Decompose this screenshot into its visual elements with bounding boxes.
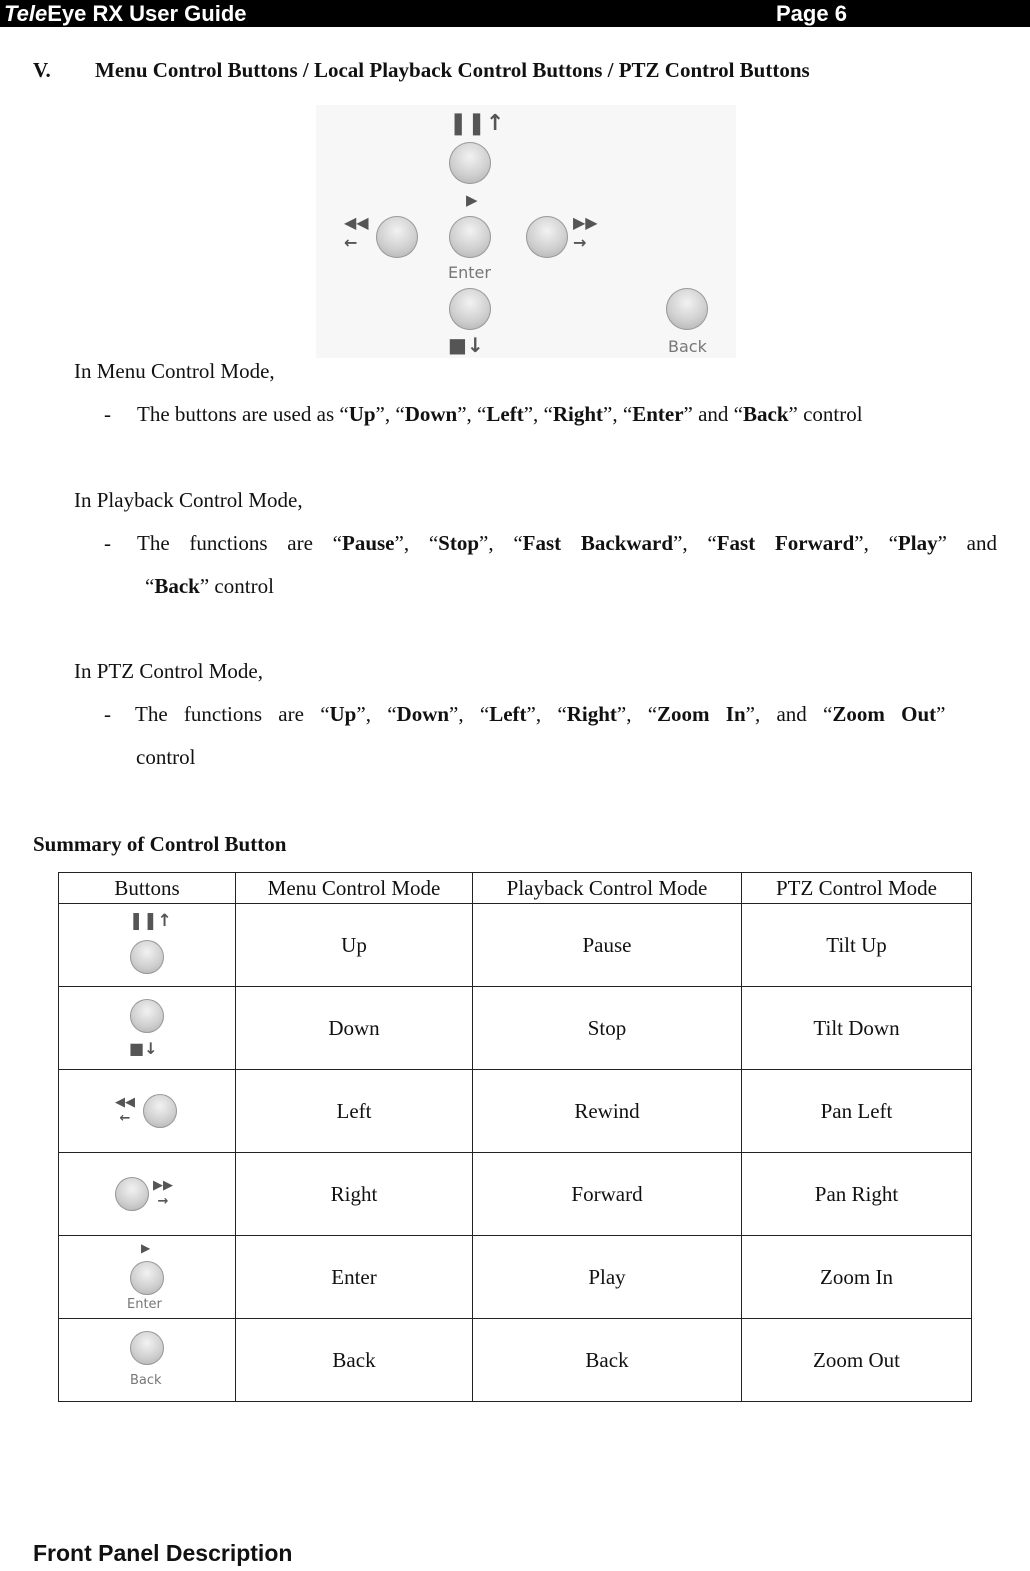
header-ptz: PTZ Control Mode [742, 873, 972, 904]
round-button-icon [115, 1177, 149, 1211]
down-icon-cell [59, 987, 236, 1070]
header-buttons: Buttons [59, 873, 236, 904]
back-label: Back [668, 337, 707, 356]
playback-mode-text-line2: “Back” control [145, 574, 274, 598]
ptz-cell: Tilt Up [742, 904, 972, 987]
stop-down-icon: ■↓ [448, 333, 484, 357]
table-row [59, 1236, 972, 1319]
pause-up-icon: ❚❚↑ [449, 111, 505, 136]
ptz-mode-text-line2: control [136, 745, 196, 769]
table-row [59, 987, 972, 1070]
enter-icon-label: Enter [127, 1297, 162, 1312]
round-button-icon [130, 940, 164, 974]
menu-mode-intro: In Menu Control Mode, [74, 359, 275, 383]
menu-cell: Enter [236, 1236, 473, 1319]
control-buttons-diagram [316, 105, 736, 358]
right-icon-cell [59, 1153, 236, 1236]
menu-mode-text: The buttons are used as “Up”, “Down”, “Left”, “Right”, “Enter” and “Back” control [137, 402, 863, 426]
playback-mode-intro: In Playback Control Mode, [74, 488, 303, 512]
pause-up-button-icon [127, 911, 172, 978]
section-heading [33, 58, 810, 83]
pause-up-glyph: ❚❚↑ [129, 911, 172, 931]
round-button-icon [130, 1261, 164, 1295]
brand-italic: Tele [4, 1, 48, 26]
rewind-left-button-icon [115, 1091, 179, 1131]
playback-mode-text-line1: The functions are “Pause”, “Stop”, “Fast Backward”, “Fast Forward”, “Play” and [137, 531, 997, 555]
header-playback: Playback Control Mode [473, 873, 742, 904]
table-row [59, 1319, 972, 1402]
ptz-cell: Pan Right [742, 1153, 972, 1236]
round-button-icon [143, 1094, 177, 1128]
back-button [666, 288, 708, 330]
playback-cell: Back [473, 1319, 742, 1402]
brand-rest: Eye RX User Guide [47, 1, 247, 26]
playback-cell: Stop [473, 987, 742, 1070]
forward-right-button-icon [115, 1174, 179, 1214]
forward-right-glyph: ▶▶ → [153, 1178, 173, 1209]
rewind-left-glyph: ◀◀ ← [115, 1095, 135, 1126]
header-menu: Menu Control Mode [236, 873, 473, 904]
playback-cell: Forward [473, 1153, 742, 1236]
up-icon-cell [59, 904, 236, 987]
ptz-mode-bullet [104, 702, 1004, 782]
summary-title: Summary of Control Button [33, 832, 287, 856]
playback-mode-bullet [104, 531, 1004, 611]
ptz-cell: Zoom Out [742, 1319, 972, 1402]
table-row [59, 904, 972, 987]
ptz-mode-intro: In PTZ Control Mode, [74, 659, 263, 683]
rewind-left-icon: ◀◀ ← [344, 213, 369, 252]
enter-label: Enter [448, 263, 491, 282]
bullet-dash: - [104, 402, 111, 426]
table-header-row [59, 873, 972, 904]
stop-down-button-icon [127, 995, 167, 1061]
menu-cell: Right [236, 1153, 473, 1236]
round-button-icon [130, 999, 164, 1033]
menu-cell: Back [236, 1319, 473, 1402]
header-bar [0, 0, 1030, 27]
up-button [449, 142, 491, 184]
section-number: V. [33, 58, 51, 82]
ptz-cell: Zoom In [742, 1236, 972, 1319]
menu-cell: Up [236, 904, 473, 987]
bullet-dash: - [104, 531, 111, 555]
menu-cell: Left [236, 1070, 473, 1153]
left-icon-cell [59, 1070, 236, 1153]
back-button-icon [127, 1329, 167, 1391]
table-row [59, 1070, 972, 1153]
down-button [449, 288, 491, 330]
playback-cell: Play [473, 1236, 742, 1319]
bullet-dash: - [104, 702, 111, 726]
right-button [526, 216, 568, 258]
header-title [4, 0, 247, 27]
section-title: Menu Control Buttons / Local Playback Control Buttons / PTZ Control Buttons [95, 58, 810, 82]
round-button-icon [130, 1331, 164, 1365]
enter-button-icon [127, 1241, 167, 1313]
menu-cell: Down [236, 987, 473, 1070]
ptz-cell: Tilt Down [742, 987, 972, 1070]
forward-right-icon: ▶▶ → [573, 213, 598, 252]
back-icon-cell [59, 1319, 236, 1402]
footer-heading: Front Panel Description [33, 1540, 293, 1566]
back-icon-label: Back [130, 1373, 162, 1388]
summary-table [58, 872, 972, 1402]
playback-cell: Rewind [473, 1070, 742, 1153]
ptz-mode-text-line1: The functions are “Up”, “Down”, “Left”, “Right”, “Zoom In”, and “Zoom Out” [135, 702, 946, 726]
enter-icon-cell [59, 1236, 236, 1319]
page-number: Page 6 [776, 1, 847, 26]
table-row [59, 1153, 972, 1236]
left-button [376, 216, 418, 258]
enter-button [449, 216, 491, 258]
play-icon: ▶ [466, 191, 478, 209]
playback-cell: Pause [473, 904, 742, 987]
play-glyph: ▶ [141, 1241, 151, 1255]
ptz-cell: Pan Left [742, 1070, 972, 1153]
stop-down-glyph: ■↓ [129, 1039, 158, 1058]
